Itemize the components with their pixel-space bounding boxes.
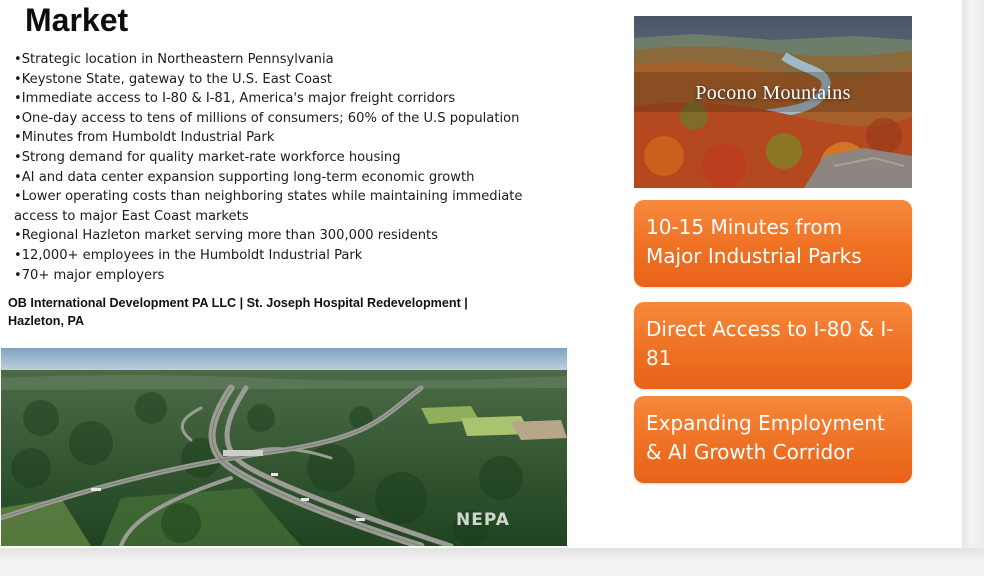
list-item: •AI and data center expansion supporting long-term economic growth [14, 169, 475, 185]
callout-highway-access: Direct Access to I-80 & I-81 [634, 302, 912, 389]
list-item: •Immediate access to I-80 & I-81, America's major freight corridors [14, 91, 456, 107]
viewer-bottom-edge [0, 548, 984, 576]
market-bullet-list [14, 50, 574, 285]
list-item: •Regional Hazleton market serving more than 300,000 residents [14, 228, 438, 244]
pocono-mountains-photo [634, 16, 912, 188]
list-item: •Keystone State, gateway to the U.S. East Coast [14, 71, 332, 87]
list-item: •Strong demand for quality market-rate workforce housing [14, 149, 401, 165]
callout-growth-corridor: Expanding Employment & AI Growth Corridor [634, 396, 912, 483]
list-item: •Lower operating costs than neighboring states while maintaining immediate access to major East Coast markets [14, 189, 523, 224]
list-item: •One-day access to tens of millions of consumers; 60% of the U.S population [14, 110, 520, 126]
page-title: Market [25, 2, 129, 38]
project-caption: OB International Development PA LLC | St. Joseph Hospital Redevelopment | Hazleton, PA [8, 296, 468, 328]
nepa-watermark: NEPA [456, 510, 510, 530]
list-item: •Minutes from Humboldt Industrial Park [14, 130, 275, 146]
list-item: •70+ major employers [14, 267, 165, 283]
highway-aerial-photo [1, 348, 567, 546]
callout-industrial-parks: 10-15 Minutes from Major Industrial Parks [634, 200, 912, 287]
list-item: •Strategic location in Northeastern Pennsylvania [14, 52, 334, 67]
viewer-right-edge [962, 0, 984, 548]
list-item: •12,000+ employees in the Humboldt Industrial Park [14, 247, 363, 263]
pocono-mountains-label: Pocono Mountains [695, 82, 851, 104]
